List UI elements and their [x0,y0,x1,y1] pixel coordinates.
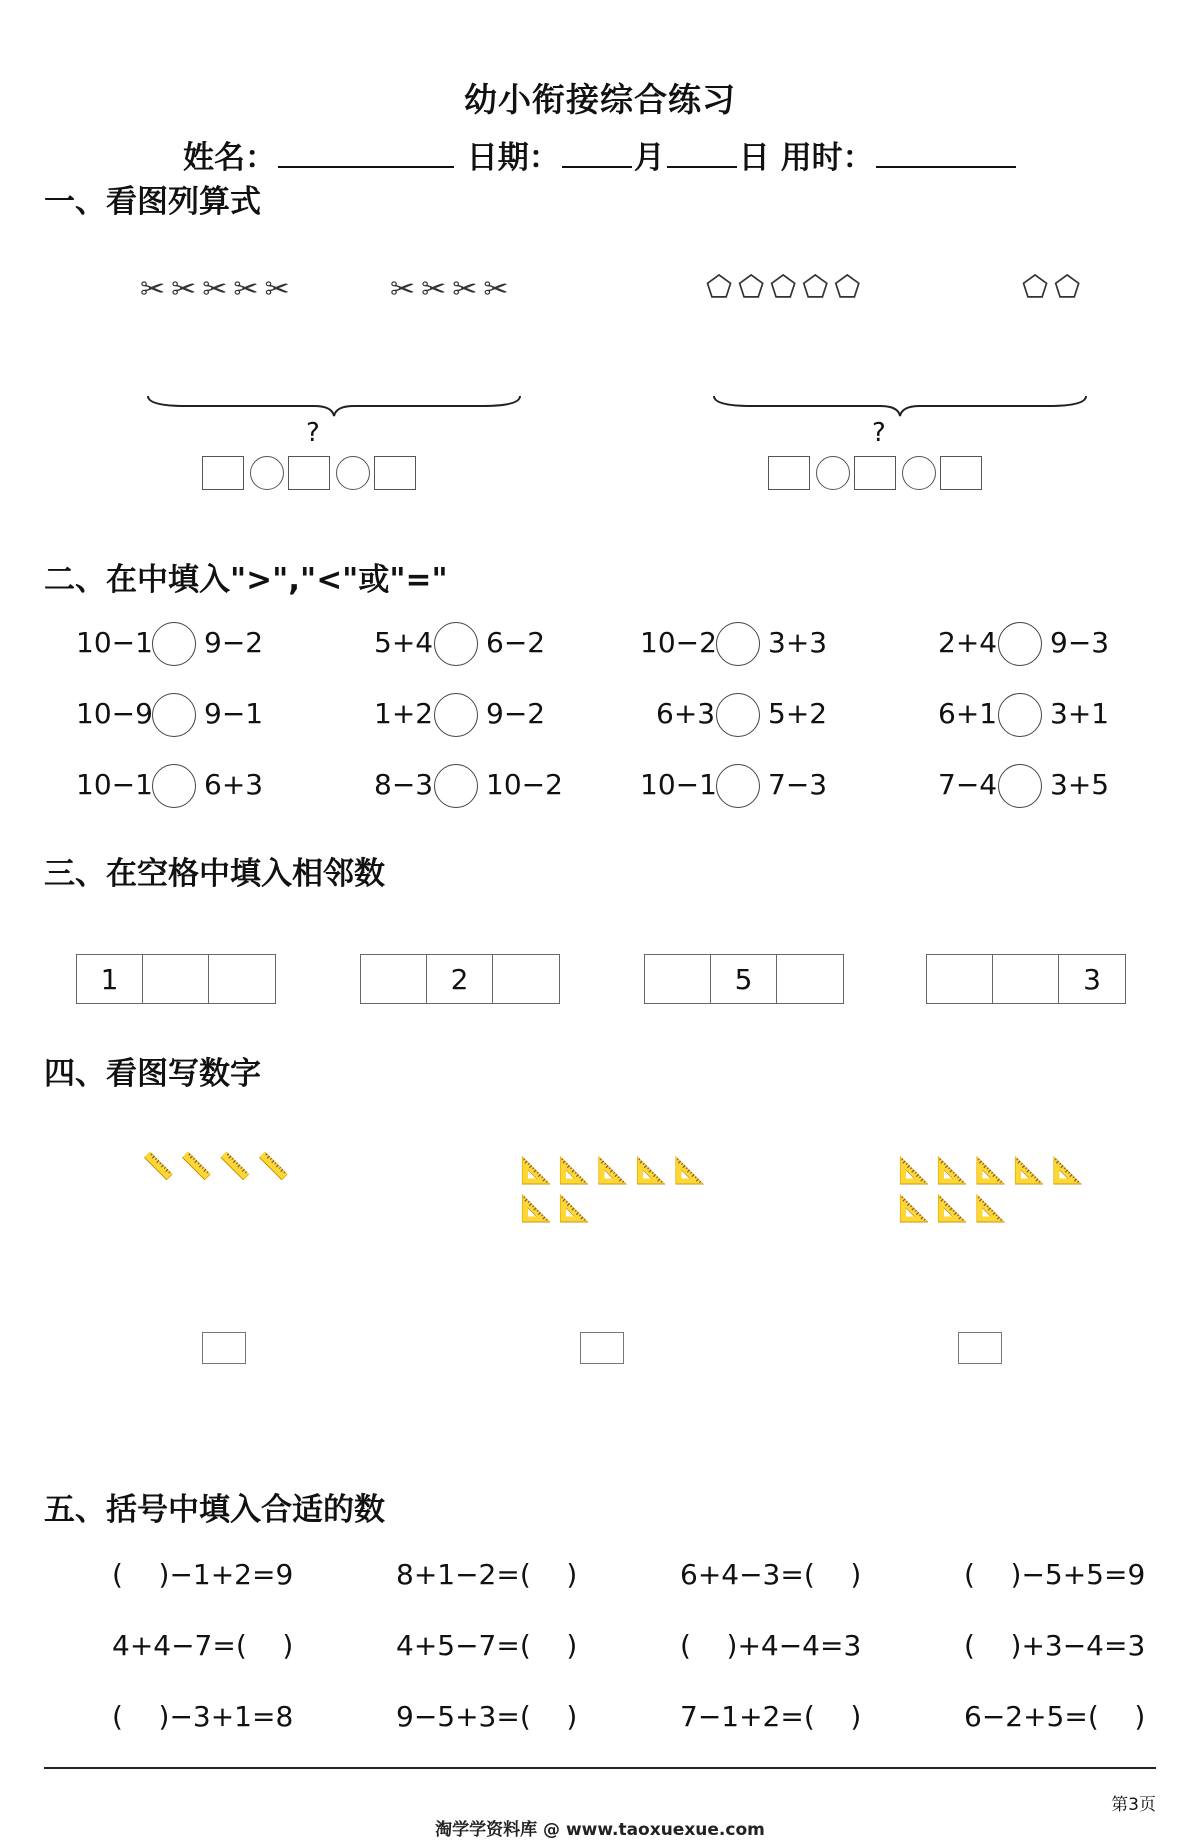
compare-circle[interactable] [152,693,196,737]
compare-circle[interactable] [434,693,478,737]
neighbor-cell[interactable] [493,955,559,1003]
brace-left [146,392,522,418]
time-blank[interactable] [876,136,1016,168]
day-blank[interactable] [667,136,737,168]
neighbor-cell[interactable] [993,955,1059,1003]
fill-bracket-equation[interactable]: ( )−1+2=9 [112,1558,294,1591]
compare-right: 5+2 [768,697,828,730]
compare-left: 8−3 [374,768,434,801]
page-title: 幼小衔接综合练习 [464,80,736,119]
answer-box[interactable] [202,1332,246,1364]
compare-left: 2+4 [938,626,998,659]
compare-circle[interactable] [716,622,760,666]
scissors-group-b: ✂✂✂✂ [390,272,515,307]
equation-box[interactable] [768,456,810,490]
compare-circle[interactable] [998,693,1042,737]
question-mark-left: ? [306,418,320,448]
equation-box[interactable] [374,456,416,490]
neighbor-box [644,954,844,1004]
compare-circle[interactable] [434,622,478,666]
compare-left: 5+4 [374,626,434,659]
compare-left: 1+2 [374,697,434,730]
fill-bracket-equation[interactable]: 8+1−2=( ) [396,1558,578,1591]
fill-bracket-equation[interactable]: 4+5−7=( ) [396,1629,578,1662]
set-square-icon: 📐📐 [520,1194,597,1224]
compare-right: 9−2 [486,697,546,730]
neighbor-cell[interactable] [927,955,993,1003]
month-blank[interactable] [562,136,632,168]
equation-box[interactable] [288,456,330,490]
brace-right [712,392,1088,418]
section-4-heading: 四、看图写数字 [44,1056,261,1092]
footer-divider [44,1767,1156,1769]
answer-box[interactable] [580,1332,624,1364]
compare-circle[interactable] [998,764,1042,808]
compare-circle[interactable] [152,764,196,808]
compare-circle[interactable] [716,764,760,808]
compare-circle[interactable] [716,693,760,737]
operator-circle[interactable] [902,456,936,490]
fill-bracket-equation[interactable]: 4+4−7=( ) [112,1629,294,1662]
fill-bracket-equation[interactable]: 7−1+2=( ) [680,1700,862,1733]
compare-right: 9−3 [1050,626,1110,659]
question-mark-right: ? [872,418,886,448]
neighbor-cell[interactable]: 3 [1083,962,1101,996]
operator-circle[interactable] [250,456,284,490]
section-2-heading: 二、在中填入">","<"或"=" [44,562,448,598]
fill-bracket-equation[interactable]: ( )+3−4=3 [964,1629,1146,1662]
answer-box[interactable] [958,1332,1002,1364]
set-square-icon: 📐📐📐 [898,1194,1014,1224]
fill-bracket-equation[interactable]: ( )−5+5=9 [964,1558,1146,1591]
neighbor-cell[interactable]: 1 [77,955,143,1003]
neighbor-cell[interactable]: 2 [427,955,493,1003]
compare-circle[interactable] [998,622,1042,666]
neighbor-cell[interactable] [143,955,209,1003]
month-label: 月 [633,140,665,176]
compare-right: 6−2 [486,626,546,659]
compare-right: 3+3 [768,626,828,659]
compare-left: 10−9 [76,697,153,730]
set-square-icon-group [520,1152,712,1228]
compare-right: 6+3 [204,768,264,801]
set-square-icon: 📐📐📐📐📐 [520,1156,712,1186]
neighbor-cell[interactable] [361,955,427,1003]
compare-right: 10−2 [486,768,563,801]
fill-bracket-equation[interactable]: ( )+4−4=3 [680,1629,862,1662]
compare-left: 6+1 [938,697,998,730]
day-label: 日 [738,140,770,176]
set-square-icon: 📐📐📐📐📐 [898,1156,1090,1186]
name-blank[interactable] [278,136,454,168]
section-5-heading: 五、括号中填入合适的数 [44,1492,385,1528]
equation-box[interactable] [940,456,982,490]
ruler-icon: 📏📏📏📏 [142,1152,296,1182]
time-label: 用时： [780,140,874,176]
compare-right: 9−1 [204,697,264,730]
ruler-icon-group [142,1148,296,1186]
fill-bracket-equation[interactable]: 9−5+3=( ) [396,1700,578,1733]
compare-circle[interactable] [434,764,478,808]
compare-left: 7−4 [938,768,998,801]
source-watermark: 淘学学资料库 @ www.taoxuexue.com [435,1820,765,1840]
pentagon-group-a: ⬠⬠⬠⬠⬠ [706,270,867,305]
info-line [183,132,1018,177]
neighbor-cell[interactable] [777,955,843,1003]
compare-circle[interactable] [152,622,196,666]
neighbor-cell[interactable] [645,955,711,1003]
operator-circle[interactable] [336,456,370,490]
neighbor-cell[interactable]: 5 [711,955,777,1003]
fill-bracket-equation[interactable]: ( )−3+1=8 [112,1700,294,1733]
neighbor-box [76,954,276,1004]
fill-bracket-equation[interactable]: 6−2+5=( ) [964,1700,1146,1733]
fill-bracket-equation[interactable]: 6+4−3=( ) [680,1558,862,1591]
compare-left: 10−2 [640,626,717,659]
section-3-heading: 三、在空格中填入相邻数 [44,856,385,892]
scissors-group-a: ✂✂✂✂✂ [140,272,296,307]
pentagon-group-b: ⬠⬠ [1022,270,1087,305]
set-square-icon-group [898,1152,1090,1228]
equation-box[interactable] [202,456,244,490]
name-label: 姓名： [183,140,276,176]
compare-left: 10−1 [76,768,153,801]
section-1-heading: 一、看图列算式 [44,184,261,220]
operator-circle[interactable] [816,456,850,490]
compare-right: 9−2 [204,626,264,659]
neighbor-box [926,954,1126,1004]
compare-left: 10−1 [76,626,153,659]
date-label: 日期： [466,140,560,176]
compare-right: 7−3 [768,768,828,801]
equation-box[interactable] [854,456,896,490]
compare-left: 10−1 [640,768,717,801]
page-number: 第3页 [1111,1795,1156,1815]
compare-left: 6+3 [656,697,716,730]
compare-right: 3+5 [1050,768,1110,801]
neighbor-box [360,954,560,1004]
neighbor-cell[interactable] [209,955,275,1003]
compare-right: 3+1 [1050,697,1110,730]
